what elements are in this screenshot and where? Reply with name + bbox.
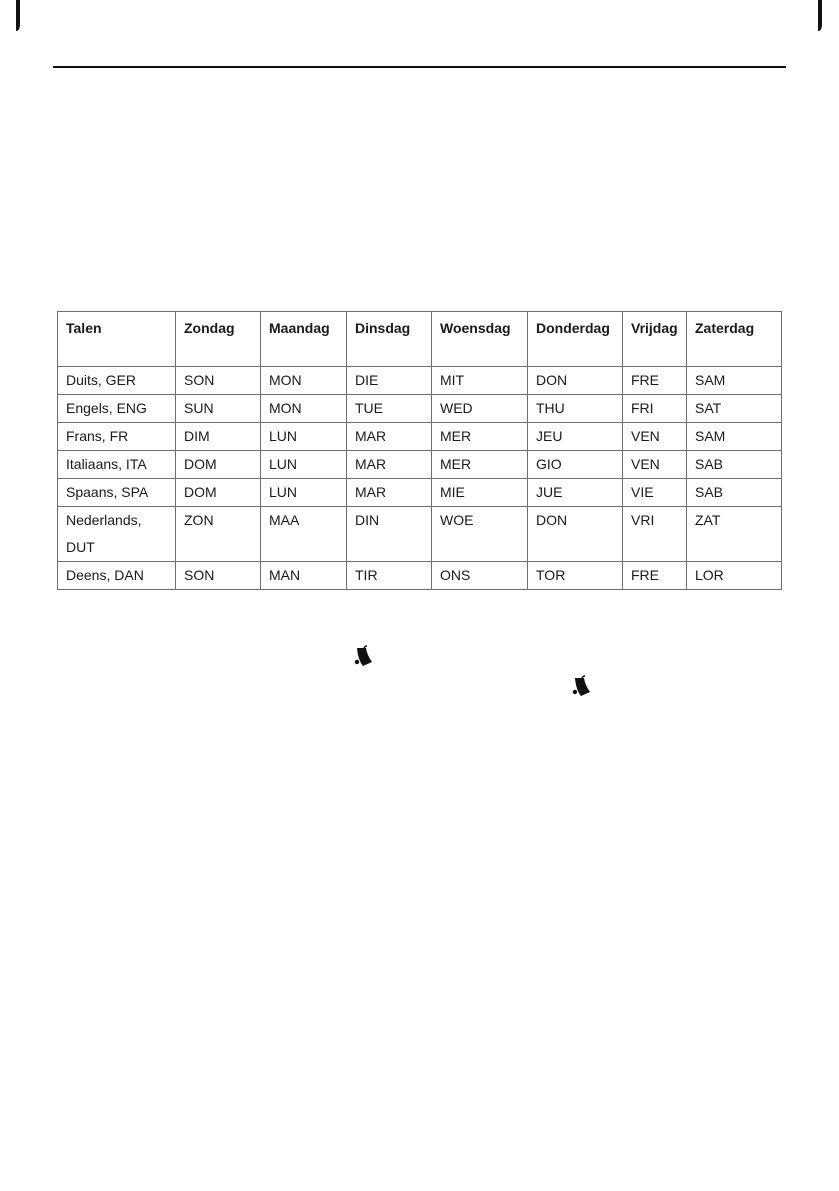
cell-day: MIT [432, 367, 528, 395]
cell-day: DIN [347, 507, 432, 562]
cell-language: Spaans, SPA [58, 479, 176, 507]
cell-day: JEU [528, 423, 623, 451]
cell-day: ZON [176, 507, 261, 562]
table-header-row [58, 312, 782, 367]
scissor-cut-mark-icon [817, 0, 823, 32]
cell-day: MON [261, 395, 347, 423]
header-maandag: Maandag [261, 312, 347, 367]
header-donderdag: Donderdag [528, 312, 623, 367]
cell-language: Italiaans, ITA [58, 451, 176, 479]
cell-language: Duits, GER [58, 367, 176, 395]
cell-day: DIE [347, 367, 432, 395]
cut-mark-left [15, 0, 21, 32]
cell-language: Frans, FR [58, 423, 176, 451]
table-row [58, 451, 782, 479]
header-dinsdag: Dinsdag [347, 312, 432, 367]
table-row [58, 479, 782, 507]
cell-day: MER [432, 451, 528, 479]
cell-day: LOR [687, 562, 782, 590]
header-rule [53, 66, 786, 68]
cell-day: VEN [623, 451, 687, 479]
header-zondag: Zondag [176, 312, 261, 367]
cell-day: LUN [261, 423, 347, 451]
cut-mark-right [817, 0, 823, 32]
cell-day: SAM [687, 367, 782, 395]
cell-day: VEN [623, 423, 687, 451]
cell-day: VIE [623, 479, 687, 507]
cell-day: SAB [687, 479, 782, 507]
cell-day: FRI [623, 395, 687, 423]
cell-day: DOM [176, 479, 261, 507]
cell-day: THU [528, 395, 623, 423]
cell-language: Nederlands, DUT [58, 507, 176, 562]
cell-day: LUN [261, 479, 347, 507]
scissor-cut-mark-icon [15, 0, 21, 32]
cell-day: DON [528, 507, 623, 562]
cell-day: MAA [261, 507, 347, 562]
cell-day: ZAT [687, 507, 782, 562]
cell-language: Engels, ENG [58, 395, 176, 423]
header-vrijdag: Vrijdag [623, 312, 687, 367]
cell-day: JUE [528, 479, 623, 507]
header-woensdag: Woensdag [432, 312, 528, 367]
cell-day: WOE [432, 507, 528, 562]
cell-day: SON [176, 367, 261, 395]
cell-day: MIE [432, 479, 528, 507]
cell-day: MAR [347, 423, 432, 451]
cell-day: DIM [176, 423, 261, 451]
cell-day: GIO [528, 451, 623, 479]
cell-day: TUE [347, 395, 432, 423]
cell-day: MAR [347, 451, 432, 479]
table-row [58, 507, 782, 562]
cell-day: WED [432, 395, 528, 423]
alarm-bell-icon [570, 675, 592, 699]
cell-day: TOR [528, 562, 623, 590]
cell-day: MAR [347, 479, 432, 507]
cell-day: MAN [261, 562, 347, 590]
header-talen: Talen [58, 312, 176, 367]
cell-day: DON [528, 367, 623, 395]
cell-day: LUN [261, 451, 347, 479]
cell-language: Deens, DAN [58, 562, 176, 590]
cell-day: TIR [347, 562, 432, 590]
cell-day: SAB [687, 451, 782, 479]
cell-day: ONS [432, 562, 528, 590]
cell-day: FRE [623, 367, 687, 395]
table-row [58, 367, 782, 395]
table-row [58, 562, 782, 590]
cell-day: DOM [176, 451, 261, 479]
cell-day: SUN [176, 395, 261, 423]
cell-day: FRE [623, 562, 687, 590]
cell-day: MON [261, 367, 347, 395]
table-row [58, 395, 782, 423]
cell-day: SAT [687, 395, 782, 423]
cell-day: MER [432, 423, 528, 451]
cell-day: SON [176, 562, 261, 590]
table-row [58, 423, 782, 451]
alarm-bell-icon [352, 645, 374, 669]
language-days-table [57, 311, 782, 590]
cell-day: SAM [687, 423, 782, 451]
header-zaterdag: Zaterdag [687, 312, 782, 367]
cell-day: VRI [623, 507, 687, 562]
